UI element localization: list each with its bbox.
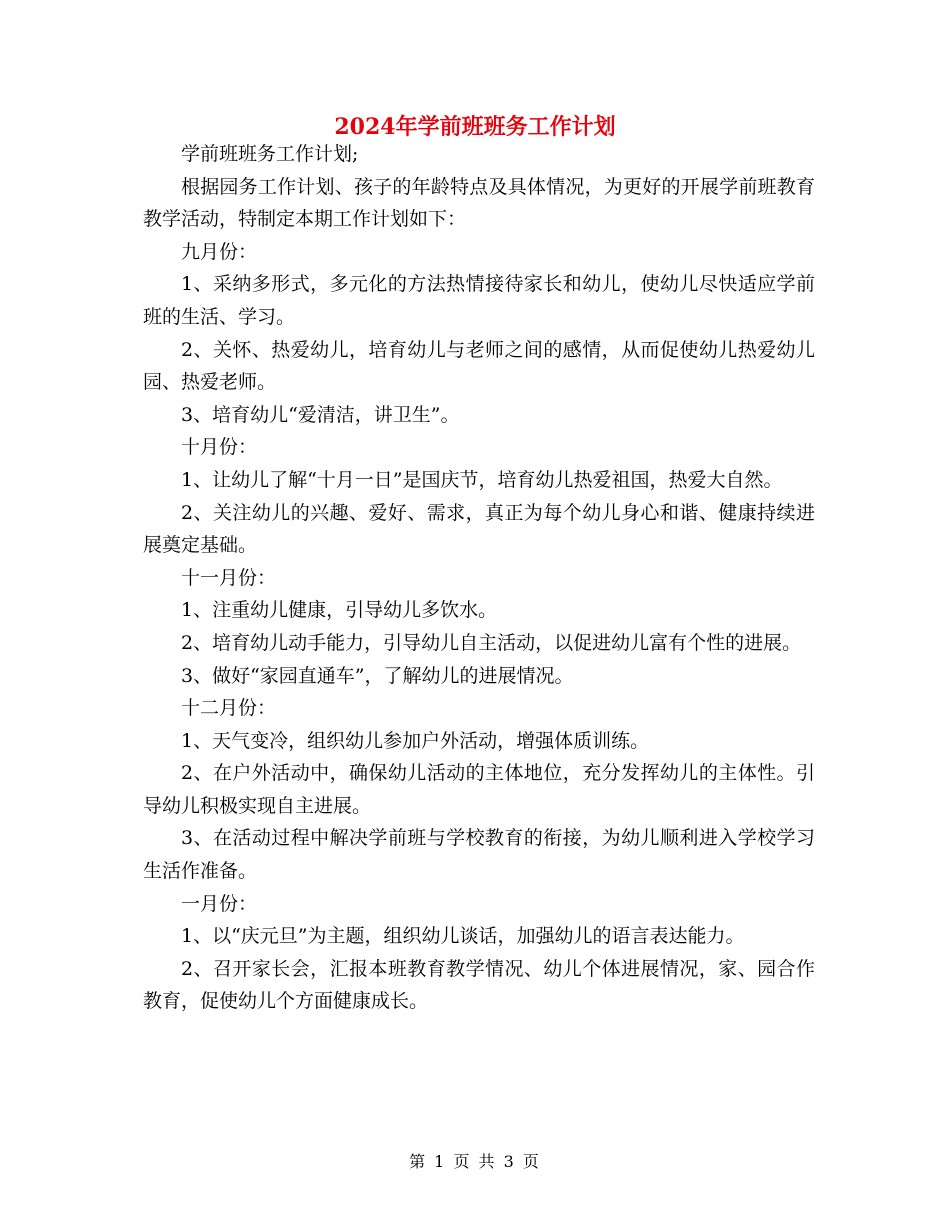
section-heading-september: 九月份： [181,240,258,263]
paragraph: 3、做好“家园直通车”，了解幼儿的进展情况。 [181,664,574,687]
paragraph: 1、采纳多形式，多元化的方法热情接待家长和幼儿，使幼儿尽快适应学前班的生活、学习。 [143,273,815,328]
section-heading-december: 十二月份： [181,697,277,720]
document-title: 2024年学前班班务工作计划 [334,114,616,140]
paragraph: 1、天气变冷，组织幼儿参加户外活动，增强体质训练。 [181,729,650,752]
paragraph: 2、培育幼儿动手能力，引导幼儿自主活动，以促进幼儿富有个性的进展。 [181,631,802,654]
page-number-footer: 第 1 页 共 3 页 [409,1152,541,1171]
paragraph: 3、在活动过程中解决学前班与学校教育的衔接，为幼儿顺利进入学校学习生活作准备。 [143,827,815,883]
paragraph: 1、注重幼儿健康，引导幼儿多饮水。 [181,599,498,622]
section-heading-november: 十一月份： [181,566,277,589]
paragraph: 1、让幼儿了解“十月一日”是国庆节，培育幼儿热爱祖国，热爱大自然。 [181,468,783,491]
paragraph: 2、关怀、热爱幼儿，培育幼儿与老师之间的感情，从而促使幼儿热爱幼儿园、热爱老师。 [143,338,815,394]
paragraph: 根据园务工作计划、孩子的年龄特点及具体情况，为更好的开展学前班教育教学活动，特制定本期工作计划如下： [143,175,815,231]
paragraph: 2、在户外活动中，确保幼儿活动的主体地位，充分发挥幼儿的主体性。引导幼儿积极实现自主进展。 [143,762,815,817]
paragraph: 2、召开家长会，汇报本班教育教学情况、幼儿个体进展情况，家、园合作教育，促使幼儿个方面健康成长。 [143,957,815,1013]
section-heading-january: 一月份： [181,892,258,915]
paragraph: 学前班班务工作计划; [181,143,359,165]
paragraph: 2、关注幼儿的兴趣、爱好、需求，真正为每个幼儿身心和谐、健康持续进展奠定基础。 [143,501,815,557]
paragraph: 3、培育幼儿“爱清洁，讲卫生”。 [181,403,460,426]
paragraph: 1、以“庆元旦”为主题，组织幼儿谈话，加强幼儿的语言表达能力。 [181,925,745,948]
document-body [143,138,815,1018]
section-heading-october: 十月份： [181,436,258,459]
